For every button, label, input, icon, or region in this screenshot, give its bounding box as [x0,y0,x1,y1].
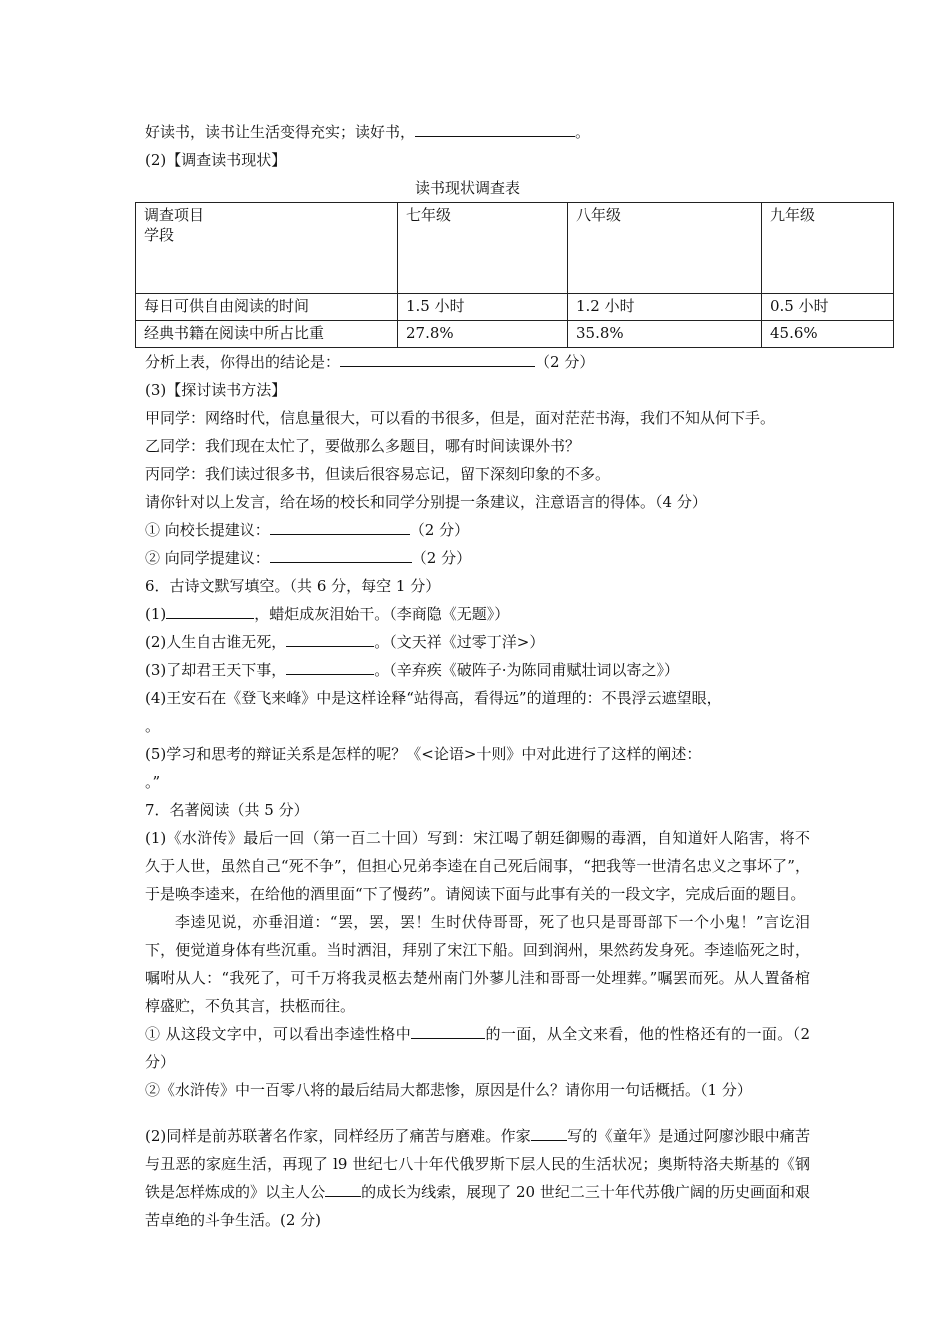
answer-blank[interactable] [415,118,575,137]
header-cell-grade: 七年级 [398,203,568,294]
header-cell-grade: 九年级 [762,203,894,294]
poem-item-4-end: 。 [145,717,161,735]
intro-text: 好读书，读书让生活变得充实；读好书， [145,123,416,141]
poem-item-2 [145,628,810,656]
q7-title: 7．名著阅读（共 5 分） [145,801,309,819]
table-caption: 读书现状调查表 [414,179,520,197]
table-cell: 45.6% [762,321,894,348]
document-page [144,118,829,1234]
table-cell: 1.5 小时 [398,294,568,321]
q3-title: (3)【探讨读书方法】 [145,381,287,399]
paragraph-text: 的成长为线索，展现了 20 世纪二三十年代苏俄广阔的历史画面和艰苦卓绝的斗争生活。(2 分) [145,1183,810,1229]
intro-end: 。 [575,123,591,141]
answer-blank[interactable] [411,1020,485,1039]
row-label: 经典书籍在阅读中所占比重 [136,321,398,348]
poem-item-text: (3)了却君王天下事， [145,661,287,679]
sub-question-text: 的一面，从全文来看，他的性格还有 [485,1025,732,1043]
q7-excerpt-paragraph: 李逵见说，亦垂泪道：“罢，罢，罢！生时伏侍哥哥，死了也只是哥哥部下一个小鬼！”言讫泪下，便觉道身体有些沉重。当时洒泪，拜别了宋江下船。回到润州，果然药发身死。李逵临死之时，嘱咐从人：“我死了，可千万将我灵柩去楚州南门外蓼儿洼和哥哥一处埋葬。”嘱罢而死。从人置备棺椁盛贮，不负其言，扶柩而往。 [145,913,810,1015]
paragraph-text: 写的《童年》是通过阿廖沙眼中痛苦与丑恶的家庭生活，再现了 l9 世纪七八十年代俄罗斯下层人民的生活状况；奥斯特洛夫斯基的《钢铁是怎样炼成的》以主人公 [145,1127,810,1201]
answer-blank[interactable] [340,348,535,367]
poem-item-number: (1) [145,605,167,623]
header-stage-label: 学段 [144,226,175,244]
poem-item-3 [145,656,810,684]
suggestion-classmates-score: （2 分） [411,549,472,567]
q3-instruction: 请你针对以上发言，给在场的校长和同学分别提一条建议，注意语言的得体。（4 分） [145,493,707,511]
poem-item-text: ，蜡炬成灰泪始干。（李商隐《无题》） [254,605,510,623]
poem-item-5: (5)学习和思考的辩证关系是怎样的呢？《<论语>十则》中对此进行了这样的阐述： [145,745,702,763]
answer-blank[interactable] [286,656,374,675]
q2-title: (2)【调查读书现状】 [145,151,287,169]
poem-item-5-end: 。” [145,773,161,791]
analysis-line [145,348,810,376]
speaker-bing: 丙同学：我们读过很多书，但读后很容易忘记，留下深刻印象的不多。 [145,465,611,483]
answer-blank[interactable] [286,628,374,647]
table-cell: 35.8% [568,321,762,348]
poem-item-text: 。（文天祥《过零丁洋>） [374,633,545,651]
speaker-yi: 乙同学：我们现在太忙了，要做那么多题目，哪有时间读课外书？ [145,437,581,455]
table-cell: 27.8% [398,321,568,348]
survey-table [135,202,894,348]
sub-question-text: 的一面。（2 分） [145,1025,810,1071]
poem-item-text: 。（辛弃疾《破阵子·为陈同甫赋壮词以寄之》） [374,661,680,679]
speaker-jia: 甲同学：网络时代，信息量很大，可以看的书很多，但是，面对茫茫书海，我们不知从何下手。 [145,409,776,427]
q7-sub-question-1 [145,1020,810,1076]
suggestion-classmates-label: ② 向同学提建议： [145,549,270,567]
answer-blank[interactable] [270,544,412,563]
suggestion-principal [145,516,810,544]
poem-item-text: (2)人生自古谁无死， [145,633,287,651]
answer-blank[interactable] [325,1178,361,1197]
answer-blank[interactable] [166,600,254,619]
answer-blank[interactable] [270,516,410,535]
table-header-row [136,203,894,294]
header-item-label: 调查项目 [144,206,205,224]
paragraph-text: (2)同样是前苏联著名作家，同样经历了痛苦与磨难。作家 [145,1127,531,1145]
header-cell-grade: 八年级 [568,203,762,294]
poem-item-1 [145,600,810,628]
q7-intro-paragraph: (1)《水浒传》最后一回（第一百二十回）写到：宋江喝了朝廷御赐的毒酒，自知道奸人陷害，将不久于人世，虽然自己“死不争”，但担心兄弟李逵在自己死后闹事，“把我等一世清名忠义之事坏了”，于是唤李逵来，在给他的酒里面“下了慢药”。请阅读下面与此事有关的一段文字，完成后面的题目。 [145,829,810,903]
row-label: 每日可供自由阅读的时间 [136,294,398,321]
analysis-prefix: 分析上表，你得出的结论是： [145,353,341,371]
analysis-score: （2 分） [535,353,595,371]
intro-line [145,118,810,146]
table-row [136,321,894,348]
suggestion-principal-score: （2 分） [409,521,470,539]
suggestion-principal-label: ① 向校长提建议： [145,521,270,539]
q7-part-2-paragraph [145,1122,810,1234]
suggestion-classmates [145,544,810,572]
answer-blank[interactable] [531,1122,567,1141]
poem-item-4: (4)王安石在《登飞来峰》中是这样诠释“站得高，看得远”的道理的：不畏浮云遮望眼， [145,689,722,707]
table-cell: 0.5 小时 [762,294,894,321]
table-cell: 1.2 小时 [568,294,762,321]
table-row [136,294,894,321]
q7-sub-question-2: ②《水浒传》中一百零八将的最后结局大都悲惨，原因是什么？请你用一句话概括。（1 分） [145,1081,752,1099]
sub-question-text: ① 从这段文字中，可以看出李逵性格中 [145,1025,412,1043]
q6-title: 6．古诗文默写填空。（共 6 分，每空 1 分） [145,577,441,595]
header-cell-item [136,203,398,294]
